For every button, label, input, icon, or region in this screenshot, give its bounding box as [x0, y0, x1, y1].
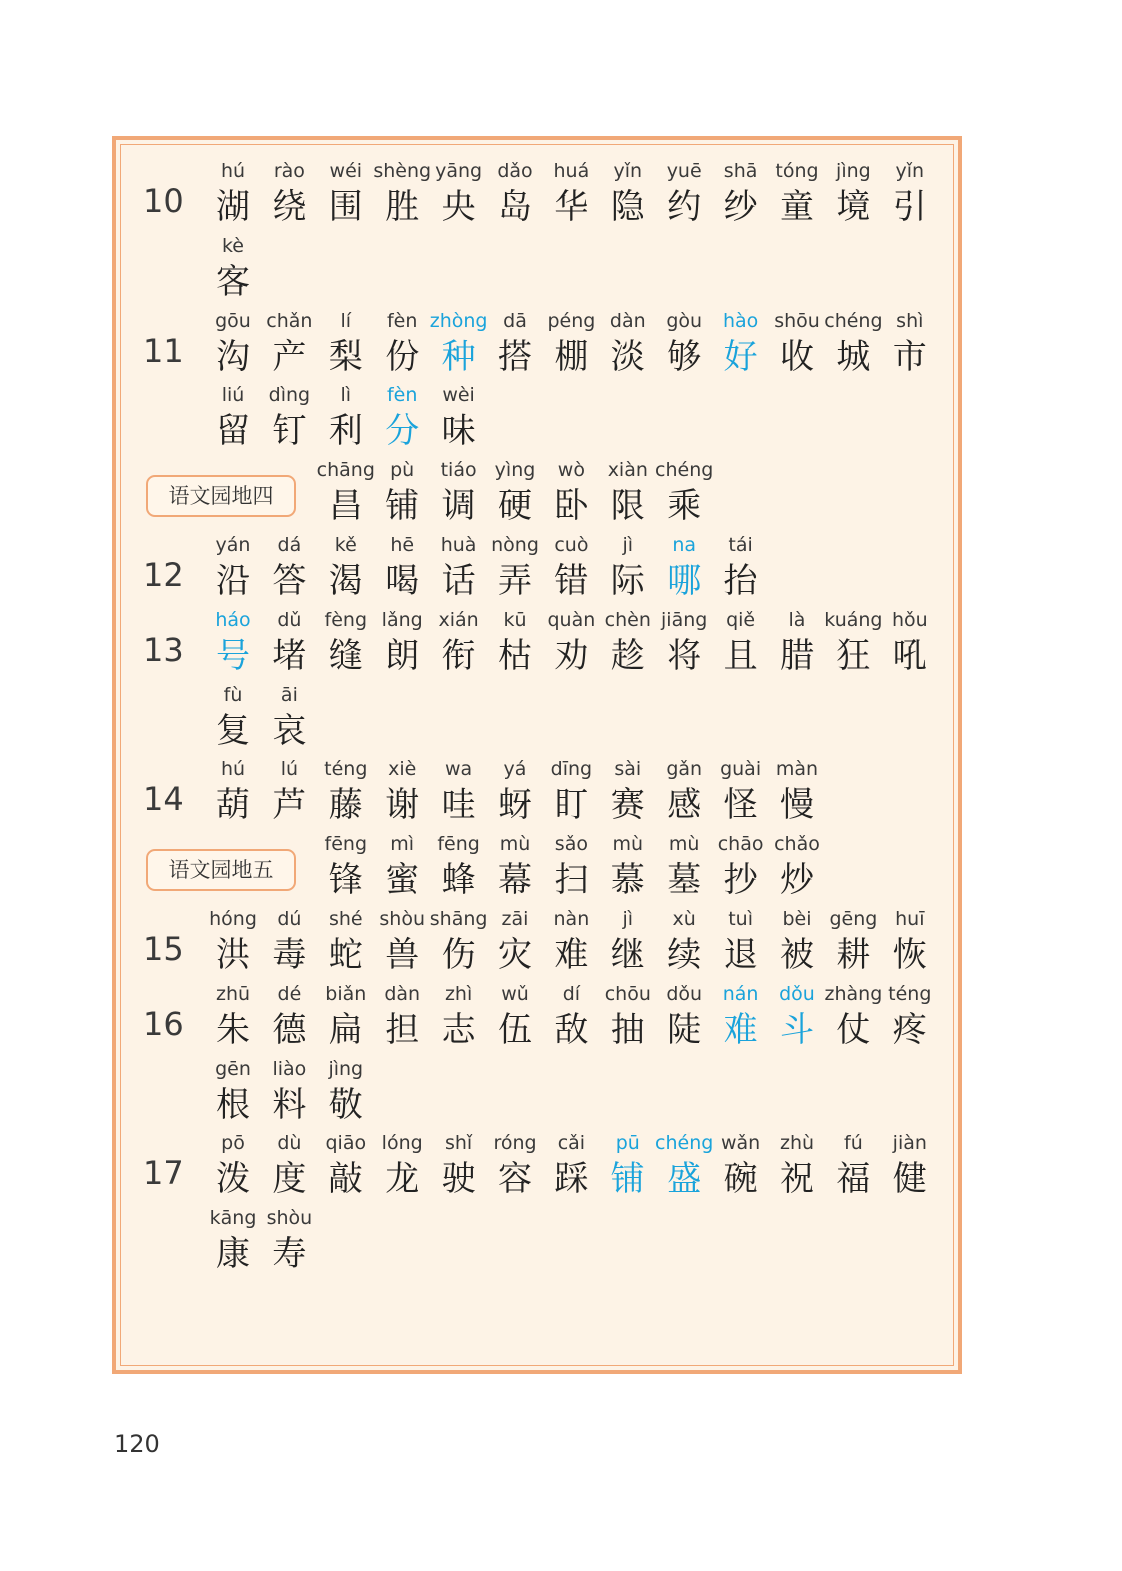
char-cell	[318, 1056, 374, 1128]
pinyin-label: tuì	[728, 908, 753, 930]
pinyin-label: kuáng	[824, 608, 883, 631]
char-cell	[431, 382, 487, 454]
pinyin-label: xiàn	[607, 459, 648, 482]
hanzi-character: 盯	[554, 785, 589, 826]
pinyin-label: yuē	[666, 160, 702, 182]
pinyin-label: huá	[553, 160, 590, 182]
char-cell	[882, 981, 938, 1053]
pinyin-label: lú	[280, 758, 299, 781]
hanzi-character: 谢	[385, 785, 420, 826]
hanzi-character: 敌	[554, 1009, 589, 1050]
hanzi-character: 陡	[667, 1009, 702, 1050]
hanzi-character: 岛	[498, 187, 532, 227]
pinyin-label: kū	[503, 608, 527, 631]
hanzi-character: 隐	[610, 187, 645, 227]
hanzi-character: 洪	[216, 935, 250, 975]
hanzi-character: 仗	[836, 1009, 871, 1050]
pinyin-label: dàn	[384, 982, 421, 1005]
hanzi-character: 蚜	[498, 785, 532, 826]
pinyin-label: liú	[221, 384, 245, 407]
lesson-number: 15	[143, 930, 184, 968]
hanzi-character: 趁	[610, 635, 645, 676]
pinyin-label: dǎo	[497, 160, 533, 182]
hanzi-character: 慢	[780, 785, 814, 826]
pinyin-label: chōu	[604, 982, 651, 1005]
hanzi-character: 踩	[554, 1159, 589, 1200]
hanzi-character: 分	[385, 411, 420, 452]
hanzi-character: 城	[836, 336, 871, 377]
pinyin-label: liào	[272, 1057, 307, 1080]
hanzi-character: 扁	[328, 1009, 363, 1050]
lesson-number: 16	[143, 1004, 184, 1043]
pinyin-label: yǐn	[613, 160, 643, 182]
hanzi-character: 喝	[385, 561, 420, 601]
pinyin-label: cuò	[554, 534, 589, 556]
hanzi-character: 份	[385, 336, 420, 377]
pinyin-label: chéng	[824, 309, 883, 332]
pinyin-label: sài	[614, 758, 642, 781]
hanzi-character: 料	[272, 1084, 307, 1125]
pinyin-label: sǎo	[554, 833, 588, 856]
pinyin-label: shì	[896, 309, 924, 332]
hanzi-character: 朗	[385, 635, 420, 676]
hanzi-character: 硬	[498, 486, 532, 527]
char-cell	[261, 1205, 317, 1277]
pinyin-label: nán	[722, 982, 759, 1005]
pinyin-label: dìng	[268, 384, 311, 407]
hanzi-character: 耕	[836, 935, 871, 975]
hanzi-character: 福	[836, 1159, 871, 1200]
section-badge: 语文园地五	[146, 849, 296, 891]
lesson-number: 14	[143, 780, 184, 819]
hanzi-character: 约	[667, 187, 702, 227]
hanzi-character: 祝	[780, 1159, 814, 1200]
hanzi-character: 收	[780, 336, 814, 377]
pinyin-label: péng	[547, 309, 596, 332]
pinyin-label: zhòng	[429, 309, 488, 332]
pinyin-label: lóng	[381, 1132, 423, 1155]
hanzi-character: 将	[667, 635, 702, 676]
hanzi-character: 锋	[328, 860, 363, 901]
hanzi-character: 健	[892, 1159, 927, 1200]
hanzi-character: 慕	[610, 860, 645, 901]
pinyin-label: fù	[223, 683, 243, 706]
pinyin-label: kè	[221, 234, 244, 257]
hanzi-character: 华	[554, 187, 589, 227]
pinyin-label: wéi	[329, 160, 363, 182]
page-number: 120	[114, 1430, 160, 1458]
hanzi-character: 种	[441, 336, 476, 377]
hanzi-character: 朱	[216, 1009, 250, 1050]
vocab-row	[0, 607, 1122, 682]
pinyin-label: zhàng	[824, 982, 883, 1005]
pinyin-label: dù	[277, 1132, 302, 1155]
hanzi-character: 沿	[216, 561, 250, 601]
pinyin-label: dǒu	[779, 982, 815, 1005]
hanzi-character: 志	[441, 1009, 476, 1050]
hanzi-character: 敲	[328, 1159, 363, 1200]
pinyin-label: gēn	[215, 1057, 251, 1080]
hanzi-character: 担	[385, 1009, 420, 1050]
hanzi-character: 抽	[610, 1009, 645, 1050]
pinyin-label: gòu	[666, 309, 703, 332]
pinyin-label: mù	[668, 833, 700, 856]
pinyin-label: guài	[720, 758, 762, 781]
hanzi-character: 缝	[328, 635, 363, 676]
pinyin-label: róng	[493, 1132, 537, 1155]
hanzi-character: 扫	[554, 860, 589, 901]
hanzi-character: 梨	[328, 336, 363, 377]
hanzi-character: 度	[272, 1159, 307, 1200]
hanzi-character: 伍	[498, 1009, 532, 1050]
pinyin-label: jìng	[836, 160, 871, 182]
hanzi-character: 炒	[780, 860, 814, 901]
pinyin-label: quàn	[547, 608, 596, 631]
hanzi-character: 调	[441, 486, 476, 527]
pinyin-label: fēng	[437, 833, 480, 856]
pinyin-label: na	[672, 534, 697, 556]
hanzi-character: 好	[723, 336, 758, 377]
hanzi-character: 继	[610, 935, 645, 975]
pinyin-label: dí	[562, 982, 581, 1005]
pinyin-label: shā	[723, 160, 758, 182]
vocab-row	[0, 1056, 1122, 1131]
hanzi-character: 味	[441, 411, 476, 452]
hanzi-character: 哇	[441, 785, 476, 826]
hanzi-character: 铺	[610, 1159, 645, 1200]
hanzi-character: 难	[554, 935, 589, 975]
hanzi-character: 纱	[723, 187, 758, 227]
vocab-row	[0, 756, 1122, 831]
hanzi-character: 龙	[385, 1159, 420, 1200]
hanzi-character: 蛇	[328, 935, 363, 975]
hanzi-character: 兽	[385, 935, 420, 975]
pinyin-label: téng	[324, 758, 368, 781]
pinyin-label: huī	[895, 908, 925, 930]
pinyin-label: yāng	[435, 160, 483, 182]
pinyin-label: gēng	[829, 908, 878, 930]
hanzi-character: 枯	[498, 635, 532, 676]
pinyin-label: nòng	[491, 534, 539, 556]
hanzi-character: 渴	[328, 561, 363, 601]
pinyin-label: wò	[557, 459, 585, 482]
hanzi-character: 怪	[723, 785, 758, 826]
pinyin-label: kě	[334, 534, 357, 556]
pinyin-label: qiě	[726, 608, 756, 631]
char-cell	[205, 233, 261, 305]
hanzi-character: 棚	[554, 336, 589, 377]
vocab-row	[0, 158, 1122, 233]
pinyin-label: shōu	[774, 309, 820, 332]
pinyin-label: là	[788, 608, 806, 631]
hanzi-character: 胜	[385, 187, 420, 227]
pinyin-label: chǎn	[266, 309, 313, 332]
vocab-row	[0, 233, 1122, 308]
lesson-number: 11	[143, 331, 184, 370]
hanzi-character: 湖	[216, 187, 250, 227]
vocab-row	[0, 682, 1122, 757]
hanzi-character: 弄	[498, 561, 532, 601]
pinyin-label: hào	[722, 309, 759, 332]
pinyin-label: fèn	[386, 309, 418, 332]
char-cell	[882, 158, 938, 230]
hanzi-character: 康	[216, 1234, 250, 1275]
pinyin-label: bèi	[782, 908, 812, 930]
hanzi-character: 毒	[272, 935, 307, 975]
hanzi-character: 答	[272, 561, 307, 601]
hanzi-character: 绕	[272, 187, 307, 227]
pinyin-label: fú	[844, 1132, 863, 1155]
hanzi-character: 限	[610, 486, 645, 527]
hanzi-character: 疼	[892, 1009, 927, 1050]
pinyin-label: hóng	[209, 908, 257, 930]
char-cell	[769, 756, 825, 828]
hanzi-character: 留	[216, 411, 250, 452]
hanzi-character: 钉	[272, 411, 307, 452]
vocab-row	[0, 981, 1122, 1056]
hanzi-character: 且	[723, 635, 758, 676]
pinyin-label: nàn	[553, 908, 590, 930]
pinyin-label: lǎng	[381, 608, 423, 631]
pinyin-label: fèn	[386, 384, 418, 407]
pinyin-label: pō	[221, 1132, 245, 1155]
pinyin-label: shǐ	[444, 1132, 473, 1155]
hanzi-character: 幕	[498, 860, 532, 901]
hanzi-character: 客	[216, 261, 250, 302]
hanzi-character: 德	[272, 1009, 307, 1050]
pinyin-label: dā	[503, 309, 527, 332]
pinyin-label: shāng	[429, 908, 488, 930]
hanzi-character: 错	[554, 561, 589, 601]
hanzi-character: 根	[216, 1084, 250, 1125]
hanzi-character: 寿	[272, 1234, 307, 1275]
pinyin-label: dǔ	[277, 608, 302, 631]
pinyin-label: yá	[503, 758, 527, 781]
hanzi-character: 堵	[272, 635, 307, 676]
hanzi-character: 斗	[780, 1009, 814, 1050]
pinyin-label: shèng	[373, 160, 432, 182]
pinyin-label: mì	[390, 833, 415, 856]
pinyin-label: háo	[215, 608, 251, 631]
hanzi-character: 利	[328, 411, 363, 452]
pinyin-label: biǎn	[325, 982, 367, 1005]
pinyin-label: wǎn	[720, 1132, 761, 1155]
hanzi-character: 哪	[667, 561, 702, 601]
hanzi-character: 灾	[498, 935, 532, 975]
pinyin-label: dú	[277, 908, 302, 930]
hanzi-character: 市	[892, 336, 927, 377]
hanzi-character: 乘	[667, 486, 702, 527]
pinyin-label: qiāo	[325, 1132, 367, 1155]
pinyin-label: kāng	[209, 1207, 257, 1230]
hanzi-character: 抬	[723, 561, 758, 601]
char-cell	[882, 1130, 938, 1202]
hanzi-character: 央	[441, 187, 476, 227]
hanzi-character: 敬	[328, 1084, 363, 1125]
hanzi-character: 容	[498, 1159, 532, 1200]
hanzi-character: 引	[892, 187, 927, 227]
hanzi-character: 蜜	[385, 860, 420, 901]
pinyin-label: yìng	[494, 459, 536, 482]
pinyin-label: màn	[775, 758, 819, 781]
pinyin-label: āi	[280, 683, 298, 706]
vocab-row	[0, 1205, 1122, 1280]
pinyin-label: hē	[390, 534, 415, 556]
pinyin-label: dá	[277, 534, 302, 556]
pinyin-label: mù	[612, 833, 644, 856]
hanzi-character: 围	[328, 187, 363, 227]
pinyin-label: pū	[615, 1132, 640, 1155]
hanzi-character: 恢	[892, 935, 927, 975]
pinyin-label: yán	[215, 534, 251, 556]
lesson-number: 12	[143, 556, 184, 594]
vocab-row	[0, 831, 1122, 906]
hanzi-character: 蜂	[441, 860, 476, 901]
vocab-row	[0, 532, 1122, 607]
char-cell	[769, 831, 825, 903]
pinyin-label: dīng	[550, 758, 593, 781]
pinyin-label: chèn	[604, 608, 651, 631]
pinyin-label: xián	[438, 608, 479, 631]
hanzi-character: 淡	[610, 336, 645, 377]
char-cell	[261, 682, 317, 754]
section-badge: 语文园地四	[146, 475, 296, 517]
vocab-row	[0, 457, 1122, 532]
hanzi-character: 被	[780, 935, 814, 975]
pinyin-label: shòu	[266, 1207, 313, 1230]
pinyin-label: hú	[220, 758, 246, 781]
hanzi-character: 话	[441, 561, 476, 601]
hanzi-character: 复	[216, 710, 250, 751]
pinyin-label: tóng	[775, 160, 819, 182]
pinyin-label: wǔ	[501, 982, 529, 1005]
pinyin-label: jì	[622, 908, 634, 930]
hanzi-character: 芦	[272, 785, 307, 826]
hanzi-character: 够	[667, 336, 702, 377]
hanzi-character: 哀	[272, 710, 307, 751]
hanzi-character: 泼	[216, 1159, 250, 1200]
pinyin-label: zhū	[215, 982, 251, 1005]
char-cell	[882, 906, 938, 978]
lesson-number: 17	[143, 1154, 184, 1193]
pinyin-label: zāi	[501, 908, 529, 930]
char-cell	[656, 457, 712, 529]
hanzi-character: 狂	[836, 635, 871, 676]
pinyin-label: tái	[728, 534, 753, 556]
pinyin-label: fèng	[324, 608, 368, 631]
hanzi-character: 搭	[498, 336, 532, 377]
hanzi-character: 驶	[441, 1159, 476, 1200]
pinyin-label: hú	[220, 160, 246, 182]
hanzi-character: 沟	[216, 336, 250, 377]
char-cell	[882, 607, 938, 679]
pinyin-label: yǐn	[895, 160, 925, 182]
hanzi-character: 境	[836, 187, 871, 227]
pinyin-label: chāng	[316, 459, 375, 482]
hanzi-character: 碗	[723, 1159, 758, 1200]
pinyin-label: jì	[622, 534, 634, 556]
pinyin-label: lí	[340, 309, 352, 332]
pinyin-label: chāo	[717, 833, 764, 856]
lesson-number: 13	[143, 630, 184, 669]
pinyin-label: mù	[499, 833, 531, 856]
hanzi-character: 藤	[328, 785, 363, 826]
hanzi-character: 吼	[892, 635, 927, 676]
hanzi-character: 难	[723, 1009, 758, 1050]
hanzi-character: 葫	[216, 785, 250, 826]
hanzi-character: 铺	[385, 486, 420, 527]
pinyin-label: dàn	[609, 309, 646, 332]
pinyin-label: pù	[390, 459, 415, 482]
lesson-number: 10	[143, 182, 184, 220]
pinyin-label: gǎn	[666, 758, 703, 781]
pinyin-label: chéng	[655, 1132, 714, 1155]
hanzi-character: 盛	[667, 1159, 702, 1200]
vocab-row	[0, 1130, 1122, 1205]
hanzi-character: 昌	[328, 486, 363, 527]
pinyin-label: lì	[340, 384, 352, 407]
pinyin-label: fēng	[324, 833, 368, 856]
char-cell	[882, 308, 938, 380]
hanzi-character: 伤	[441, 935, 476, 975]
pinyin-label: shòu	[379, 908, 425, 930]
pinyin-label: wa	[445, 758, 473, 781]
pinyin-label: huà	[440, 534, 477, 556]
pinyin-label: dǒu	[666, 982, 703, 1005]
vocab-row	[0, 906, 1122, 981]
pinyin-label: jiàn	[892, 1132, 927, 1155]
pinyin-label: xù	[672, 908, 696, 930]
pinyin-label: cǎi	[557, 1132, 586, 1155]
pinyin-label: jìng	[328, 1057, 364, 1080]
pinyin-label: xiè	[388, 758, 417, 781]
vocab-row	[0, 308, 1122, 383]
hanzi-character: 童	[780, 187, 814, 227]
pinyin-label: hǒu	[891, 608, 928, 631]
pinyin-label: gōu	[215, 309, 251, 332]
hanzi-character: 抄	[723, 860, 758, 901]
hanzi-character: 卧	[554, 486, 589, 527]
hanzi-character: 续	[667, 935, 702, 975]
hanzi-character: 腊	[780, 635, 814, 676]
hanzi-character: 墓	[667, 860, 702, 901]
pinyin-label: zhì	[444, 982, 473, 1005]
hanzi-character: 退	[723, 935, 758, 975]
hanzi-character: 号	[216, 635, 250, 676]
char-cell	[713, 532, 769, 604]
pinyin-label: téng	[888, 982, 932, 1005]
pinyin-label: jiāng	[661, 608, 708, 631]
pinyin-label: tiáo	[440, 459, 477, 482]
pinyin-label: chéng	[655, 459, 714, 482]
pinyin-label: wèi	[442, 384, 475, 407]
hanzi-character: 赛	[610, 785, 645, 826]
hanzi-character: 劝	[554, 635, 589, 676]
hanzi-character: 产	[272, 336, 307, 377]
pinyin-label: zhù	[779, 1132, 815, 1155]
pinyin-label: dé	[277, 982, 302, 1005]
vocab-row	[0, 382, 1122, 457]
pinyin-label: chǎo	[774, 833, 820, 856]
hanzi-character: 感	[667, 785, 702, 826]
hanzi-character: 衔	[441, 635, 476, 676]
hanzi-character: 际	[610, 561, 645, 601]
pinyin-label: shé	[328, 908, 363, 930]
pinyin-label: rào	[273, 160, 305, 182]
